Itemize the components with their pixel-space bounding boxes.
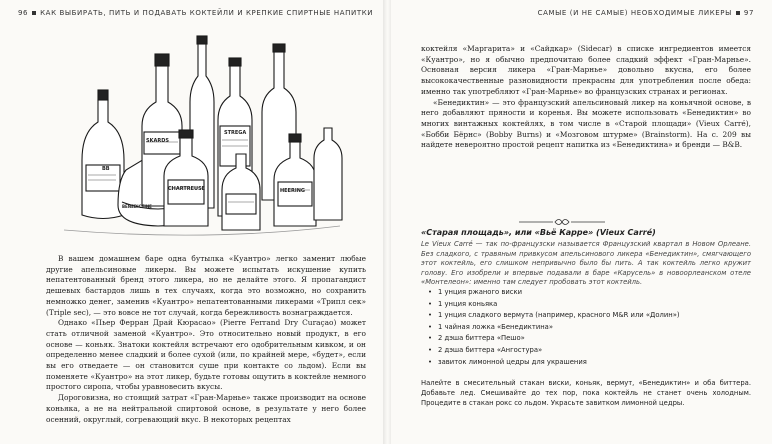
right-header-title: САМЫЕ (И НЕ САМЫЕ) НЕОБХОДИМЫЕ ЛИКЕРЫ xyxy=(537,9,732,17)
liqueur-bottles-illustration xyxy=(58,30,348,245)
book-gutter xyxy=(383,0,391,444)
right-running-header xyxy=(538,9,754,17)
body-paragraph: «Бенедиктин» — это французский апельсиновый ликер на коньячной основе, в него добавляют пряности и коренья. Вы можете использовать «Бенедиктин» во многих винтажных коктейлях, в том числе в «Старой площади» (Vieux Carré), «Бобби Бёрнс» (Bobby Burns) и «Мозговом штурме» (Brainstorm). На с. 209 вы найдете невероятно простой рецепт напитка из «Бенедиктина» и бренди — B&B. xyxy=(421,97,751,150)
body-paragraph: Однако «Пьер Ферран Драй Кюрасао» (Pierre Ferrand Dry Curaçao) может стать отличной заменой «Куантро». Это относительно новый продукт, в его основе — коньяк. Знатоки коктейля встречают его одобрительным кивком, и он определенно менее сладкий и более сухой (или, по крайней мере, «будет», если вы его отведаете — он становится суше при контакте со льдом). Если вы поменяете «Куантро» на этот ликер, будьте готовы ощутить в коктейле немного простого сиропа, чтобы уравновесить вкусы. xyxy=(46,318,366,392)
right-page-number: 97 xyxy=(743,9,754,17)
ingredient-item: • 1 чайная ложка «Бенедиктина» xyxy=(428,322,680,334)
left-header-title: КАК ВЫБИРАТЬ, ПИТЬ И ПОДАВАТЬ КОКТЕЙЛИ И КРЕПКИЕ СПИРТНЫЕ НАПИТКИ xyxy=(40,9,374,17)
bottle-label: HEERING xyxy=(280,188,306,194)
right-page-body xyxy=(421,44,751,151)
body-paragraph: Дороговизна, но стоящий затрат «Гран-Марнье» также производит на основе коньяка, а не на нейтральной спиртовой основе, в результате у него более осенний, округлый, согревающий вкус. В некоторых рецептах xyxy=(46,393,366,424)
body-paragraph: коктейля «Маргарита» и «Сайдкар» (Sidecar) в списке ингредиентов имеется «Куантро», но я обычно предпочитаю более сладкий эффект «Гран-Марнье». Основная версия ликера «Гран-Марнье» довольно вкусна, его более высококачественные разновидности прекрасны для употребления после обеда: именно так употребляют «Гран-Марнье» во французских странах и регионах. xyxy=(421,44,751,96)
bottle-label: CHARTREUSE xyxy=(168,186,206,192)
recipe-method: Налейте в смесительный стакан виски, коньяк, вермут, «Бенедиктин» и оба биттера. Добавьте лед. Смешивайте до тех пор, пока коктейль не станет очень холодным. Процедите в стакан рокс со льдом. Украсьте завитком лимонной цедры. xyxy=(421,379,751,408)
bottle-label: STREGA xyxy=(224,130,247,136)
bottle-label: BB xyxy=(102,166,110,172)
ornament-divider-icon xyxy=(519,217,605,227)
ingredient-list xyxy=(428,287,680,368)
left-page-body xyxy=(46,254,366,425)
ingredient-item: • завиток лимонной цедры для украшения xyxy=(428,357,680,369)
recipe-title: «Старая площадь», или «Вьё Карре» (Vieux Carré) xyxy=(421,228,656,237)
bottle-label: BENEDICTINE xyxy=(122,204,152,209)
ingredient-item: • 2 дэша биттера «Ангостура» xyxy=(428,345,680,357)
ingredient-item: • 2 дэша биттера «Пешо» xyxy=(428,333,680,345)
left-running-header xyxy=(18,9,373,17)
ingredient-item: • 1 унция коньяка xyxy=(428,299,680,311)
header-square-icon xyxy=(736,11,740,15)
body-paragraph: В вашем домашнем баре одна бутылка «Куантро» легко заменит любые другие апельсиновые ликеры. Вы можете испытать искушение купить непатентованный бренд этого ликера, но не делайте этого. Я пропагандист дешевых бастардов лишь в тех случаях, когда это возможно, но сохранить немножко денег, заменив «Куантро» непатентованными ликерами «Трипл сек» (Triple sec), — это вовсе не тот случай, когда бережливость вознаграждается. xyxy=(46,254,366,317)
ingredient-item: • 1 унция ржаного виски xyxy=(428,287,680,299)
header-square-icon xyxy=(32,11,36,15)
ingredient-item: • 1 унция сладкого вермута (например, красного M&R или «Долин») xyxy=(428,310,680,322)
recipe-intro: Le Vieux Carré — так по-французски называется Французский квартал в Новом Орлеане. Без сладкого, с травяным привкусом апельсинового ликера «Бенедиктин», смягчающего этот коктейль, его слишком непривычно было бы пить. А так коктейль легко кружит голову. Его изобрели и впервые подавали в баре «Карусель» в новоорлеанском отеле «Монтелеон»: именно там следует пробовать этот коктейль. xyxy=(421,240,751,287)
left-page-number: 96 xyxy=(18,9,29,17)
bottle-label: SKARDS xyxy=(146,138,169,144)
